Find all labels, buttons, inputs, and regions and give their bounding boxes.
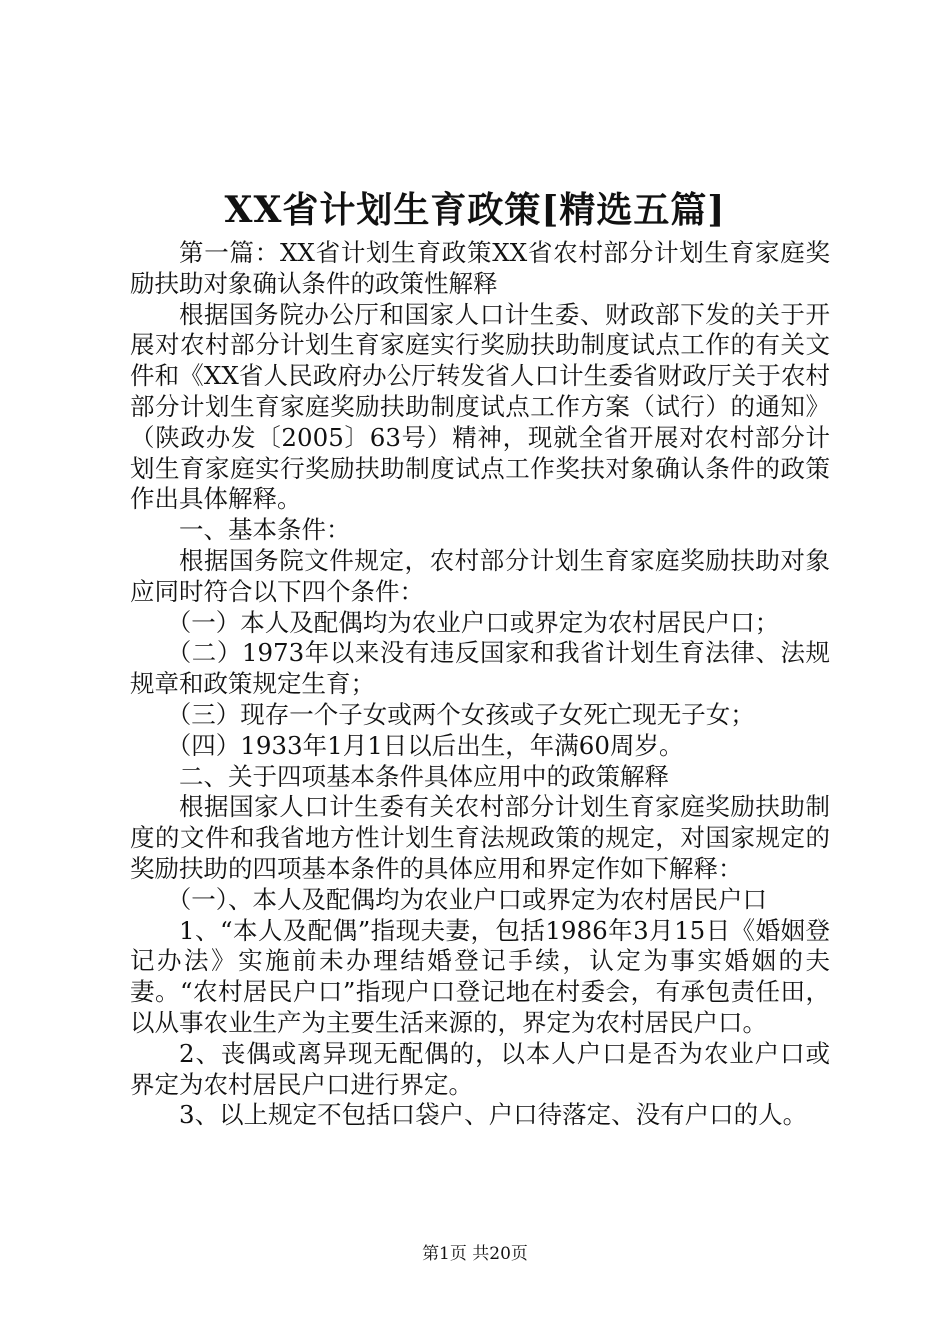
paragraph-basic-conditions: 根据国务院文件规定，农村部分计划生育家庭奖励扶助对象应同时符合以下四个条件： [130, 545, 830, 606]
paragraph-rule-1: 1、“本人及配偶”指现夫妻，包括1986年3月15日《婚姻登记办法》实施前未办理结婚登记手续，认定为事实婚姻的夫妻。“农村居民户口”指现户口登记地在村委会，有承包责任田，以从事农业生产为主要生活来源的，界定为农村居民户口。 [130, 915, 830, 1037]
list-item-condition-4: （四）1933年1月1日以后出生，年满60周岁。 [166, 730, 684, 760]
paragraph-chapter-heading: 第一篇：XX省计划生育政策XX省农村部分计划生育家庭奖励扶助对象确认条件的政策性解释 [130, 238, 830, 298]
paragraph-intro: 根据国务院办公厅和国家人口计生委、财政部下发的关于开展对农村部分计划生育家庭实行奖励扶助制度试点工作的有关文件和《XX省人民政府办公厅转发省人口计生委省财政厅关于农村部分计划生育家庭奖励扶助制度试点工作方案（试行）的通知》（陕政办发〔2005〕63号）精神，现就全省开展对农村部分计划生育家庭实行奖励扶助制度试点工作奖扶对象确认条件的政策作出具体解释。 [130, 299, 830, 514]
section-heading-basic-conditions: 一、基本条件： [179, 515, 351, 545]
section-heading-policy-explanation: 二、关于四项基本条件具体应用中的政策解释 [179, 761, 669, 791]
document-title: XX省计划生育政策[精选五篇] [224, 189, 726, 231]
list-item-condition-3: （三）现存一个子女或两个女孩或子女死亡现无子女； [166, 699, 755, 729]
list-item-condition-2: （二）1973年以来没有违反国家和我省计划生育法律、法规规章和政策规定生育； [130, 638, 830, 699]
paragraph-rule-3: 3、以上规定不包括口袋户、户口待落定、没有户口的人。 [179, 1100, 808, 1130]
document-body [130, 238, 830, 1131]
paragraph-rule-2: 2、丧偶或离异现无配偶的，以本人户口是否为农业户口或界定为农村居民户口进行界定。 [130, 1038, 830, 1099]
page-footer: 第1页 共20页 [422, 1244, 528, 1264]
paragraph-policy-explanation: 根据国家人口计生委有关农村部分计划生育家庭奖励扶助制度的文件和我省地方性计划生育法规政策的规定，对国家规定的奖励扶助的四项基本条件的具体应用和界定作如下解释： [130, 792, 830, 883]
subsection-heading-household: （一）、本人及配偶均为农业户口或界定为农村居民户口 [166, 884, 767, 914]
list-item-condition-1: （一）本人及配偶均为农业户口或界定为农村居民户口； [166, 607, 780, 637]
